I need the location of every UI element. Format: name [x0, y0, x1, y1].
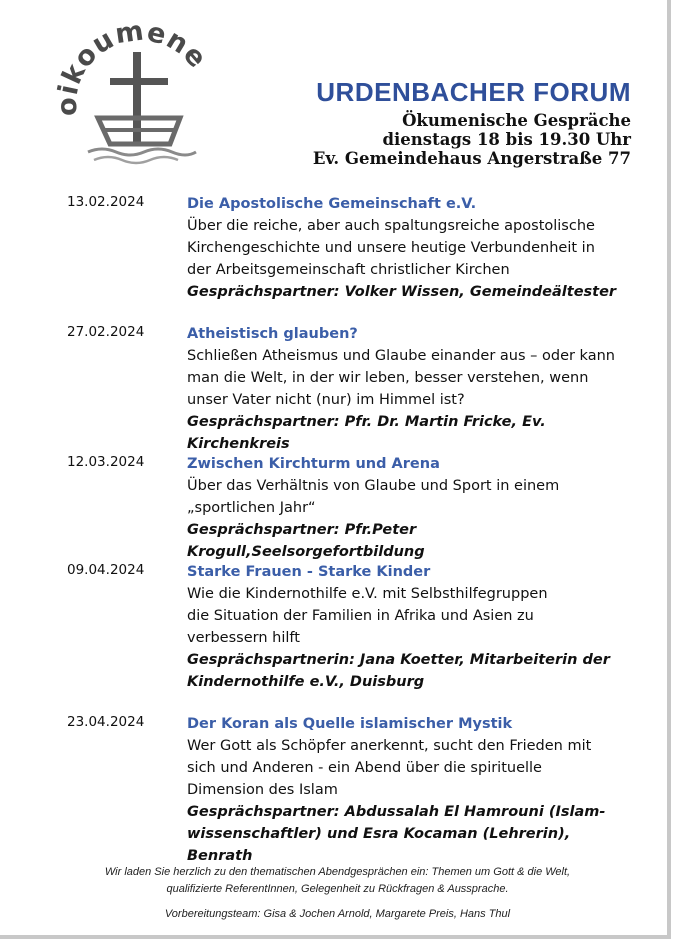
event-body [187, 323, 637, 455]
event-date: 13.02.2024 [67, 194, 145, 210]
event-body [187, 561, 637, 693]
footer-team: Vorbereitungsteam: Gisa & Jochen Arnold, Margarete Preis, Hans Thul [164, 908, 511, 920]
event-title: Die Apostolische Gemeinschaft e.V. [187, 196, 477, 212]
event-partner: Gesprächspartnerin: Jana Koetter, Mitarbeiterin der Kindernothilfe e.V., Duisburg [187, 652, 610, 690]
time-info: dienstags 18 bis 19.30 Uhr [382, 130, 631, 149]
event-partner: Gesprächspartner: Abdussalah El Hamrouni (Islam- wissenschaftler) und Esra Kocaman (Lehrerin), Benrath [187, 804, 606, 864]
event-partner: Gesprächspartner: Volker Wissen, Gemeindeältester [187, 284, 617, 300]
forum-title: URDENBACHER FORUM [316, 77, 631, 107]
footer-invitation-line2: qualifizierte ReferentInnen, Gelegenheit zu Rückfragen & Aussprache. [166, 883, 509, 895]
location-info: Ev. Gemeindehaus Angerstraße 77 [312, 149, 631, 168]
subtitle: Ökumenische Gespräche [402, 111, 631, 130]
event-partner: Gesprächspartner: Pfr. Dr. Martin Fricke, Ev. Kirchenkreis [187, 414, 546, 452]
event-body [187, 713, 637, 867]
event-description: Schließen Atheismus und Glaube einander aus – oder kann man die Welt, in der wir leben, besser verstehen, wenn unser Vater nicht (nur) im Himmel ist? [187, 348, 615, 408]
event-title: Atheistisch glauben? [187, 326, 358, 342]
event-description: Wer Gott als Schöpfer anerkennt, sucht den Frieden mit sich und Anderen - ein Abend über die spirituelle Dimension des Islam [187, 738, 592, 798]
footer-invitation-line1: Wir laden Sie herzlich zu den thematischen Abendgesprächen ein: Themen um Gott & die Welt, [104, 866, 571, 878]
footer-invitation [0, 864, 675, 898]
event-date: 12.03.2024 [67, 454, 145, 470]
event-description: Über das Verhältnis von Glaube und Sport in einem „sportlichen Jahr“ [187, 478, 560, 516]
event-body [187, 453, 637, 563]
event-date: 27.02.2024 [67, 324, 145, 340]
event-body [187, 193, 637, 303]
event-date: 09.04.2024 [67, 562, 145, 578]
event-title: Der Koran als Quelle islamischer Mystik [187, 716, 513, 732]
event-date: 23.04.2024 [67, 714, 145, 730]
event-description: Über die reiche, aber auch spaltungsreiche apostolische Kirchengeschichte und unsere heutige Verbundenheit in der Arbeitsgemeinschaft christlicher Kirchen [187, 218, 595, 278]
oikoumene-logo [50, 12, 225, 172]
logo-word: oikoumene [51, 15, 213, 117]
event-partner: Gesprächspartner: Pfr.Peter Krogull,Seelsorgefortbildung [187, 522, 425, 560]
event-title: Zwischen Kirchturm und Arena [187, 456, 440, 472]
event-description: Wie die Kindernothilfe e.V. mit Selbsthilfegruppen die Situation der Familien in Afrika und Asien zu verbessern hilft [187, 586, 548, 646]
event-title: Starke Frauen - Starke Kinder [187, 564, 431, 580]
ship-cross-icon [88, 52, 196, 163]
